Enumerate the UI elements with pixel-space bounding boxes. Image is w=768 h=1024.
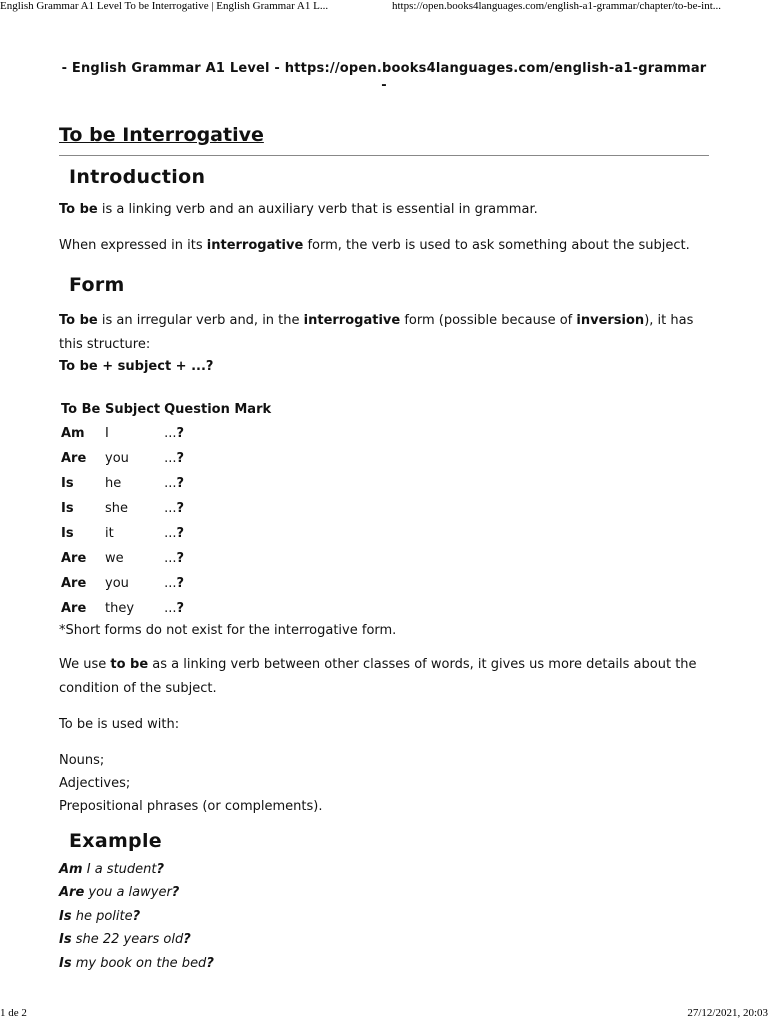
example-verb: Are <box>59 885 85 901</box>
table-header-row <box>59 397 273 421</box>
subject-cell: they <box>105 601 135 616</box>
verb-cell: Am <box>61 426 85 441</box>
column-header-question-mark: Question Mark <box>164 401 272 417</box>
question-mark: ? <box>132 908 141 924</box>
book-banner <box>59 60 709 94</box>
page-title: To be Interrogative <box>59 124 264 146</box>
paragraph-text: We use <box>59 657 111 672</box>
book-banner-dash: - <box>381 78 387 93</box>
example-sentence <box>59 928 709 951</box>
verb-cell: Are <box>61 601 87 616</box>
example-sentence <box>59 858 709 881</box>
section-heading-example: Example <box>69 830 162 852</box>
question-mark-cell <box>162 596 273 621</box>
paragraph-text: When expressed in its <box>59 238 207 253</box>
paragraph-text: is a linking verb and an auxiliary verb that is essential in grammar. <box>97 202 538 217</box>
intro-paragraph-1 <box>59 198 709 222</box>
verb-cell: Is <box>61 501 74 516</box>
list-item: Nouns; <box>59 753 105 768</box>
ellipsis: ... <box>164 551 177 566</box>
verb-cell: Is <box>61 526 74 541</box>
subject-cell: he <box>105 476 122 491</box>
paragraph-text: is an irregular verb and, in the <box>97 313 304 328</box>
bold-term: to be <box>110 657 149 672</box>
question-mark: ? <box>176 526 185 541</box>
form-paragraph-2 <box>59 653 709 701</box>
question-mark: ? <box>176 451 185 466</box>
bold-term: To be <box>59 202 98 217</box>
paragraph-text: as a linking verb between other classes of words, it gives us more details about the condition of the subject. <box>59 657 697 696</box>
structure-formula: To be + subject + ...? <box>59 359 214 374</box>
question-mark-cell <box>162 446 273 471</box>
subject-cell: you <box>105 576 129 591</box>
paragraph-text: ), it has this structure: <box>59 313 694 352</box>
verb-cell: Are <box>61 451 87 466</box>
example-text: you a lawyer <box>84 885 172 901</box>
example-text: my book on the bed <box>71 955 207 971</box>
question-mark: ? <box>206 955 214 971</box>
example-sentence <box>59 905 709 928</box>
list-item: Adjectives; <box>59 776 131 791</box>
ellipsis: ... <box>164 501 177 516</box>
print-header-url: https://open.books4languages.com/english-a1-grammar/chapter/to-be-int... <box>392 0 721 12</box>
list-item: Prepositional phrases (or complements). <box>59 799 323 814</box>
subject-cell: she <box>105 501 129 516</box>
bold-term: inversion <box>576 313 645 328</box>
table-row <box>59 421 273 446</box>
question-mark-cell <box>162 496 273 521</box>
subject-cell: we <box>105 551 124 566</box>
print-datetime: 27/12/2021, 20:03 <box>687 1007 768 1019</box>
question-mark-cell <box>162 571 273 596</box>
conjugation-table <box>59 397 273 621</box>
paragraph-text: form (possible because of <box>400 313 577 328</box>
table-row <box>59 571 273 596</box>
print-footer <box>0 1007 768 1023</box>
table-row <box>59 471 273 496</box>
question-mark: ? <box>176 476 185 491</box>
question-mark-cell <box>162 546 273 571</box>
page-content <box>59 60 709 975</box>
short-forms-note: *Short forms do not exist for the interrogative form. <box>59 623 397 638</box>
verb-cell: Is <box>61 476 74 491</box>
question-mark: ? <box>176 551 185 566</box>
question-mark-cell <box>162 421 273 446</box>
ellipsis: ... <box>164 451 177 466</box>
example-text: he polite <box>71 908 133 924</box>
question-mark: ? <box>176 426 185 441</box>
question-mark: ? <box>176 501 185 516</box>
table-row <box>59 596 273 621</box>
form-paragraph-1 <box>59 309 709 357</box>
ellipsis: ... <box>164 476 177 491</box>
print-header <box>0 0 768 16</box>
example-verb: Am <box>59 862 83 877</box>
column-header-subject: Subject <box>105 401 161 417</box>
section-heading-introduction: Introduction <box>69 166 206 188</box>
question-mark-cell <box>162 471 273 496</box>
subject-cell: I <box>105 426 109 441</box>
bold-term: To be <box>59 313 98 328</box>
question-mark: ? <box>183 932 191 948</box>
example-sentence <box>59 881 709 904</box>
verb-cell: Are <box>61 576 87 591</box>
subject-cell: it <box>105 526 114 541</box>
example-verb: Is <box>59 955 72 971</box>
book-banner-line: - English Grammar A1 Level - https://open.books4languages.com/english-a1-grammar <box>61 61 707 76</box>
verb-cell: Are <box>61 551 87 566</box>
print-header-title: English Grammar A1 Level To be Interrogative | English Grammar A1 L... <box>0 0 329 12</box>
table-row <box>59 521 273 546</box>
ellipsis: ... <box>164 426 177 441</box>
example-text: I a student <box>82 862 157 877</box>
page-number: 1 de 2 <box>0 1007 27 1019</box>
ellipsis: ... <box>164 576 177 591</box>
paragraph-text: form, the verb is used to ask something about the subject. <box>303 238 690 253</box>
bold-term: interrogative <box>206 238 304 253</box>
ellipsis: ... <box>164 601 177 616</box>
examples-list <box>59 858 709 975</box>
column-header-to-be: To Be <box>61 401 101 417</box>
table-row <box>59 496 273 521</box>
section-heading-form: Form <box>69 274 125 296</box>
question-mark: ? <box>176 601 185 616</box>
example-text: she 22 years old <box>71 932 184 948</box>
bold-term: interrogative <box>303 313 401 328</box>
question-mark-cell <box>162 521 273 546</box>
uses-list <box>59 749 709 818</box>
intro-paragraph-2 <box>59 234 709 258</box>
question-mark: ? <box>156 862 165 877</box>
table-row <box>59 446 273 471</box>
ellipsis: ... <box>164 526 177 541</box>
example-verb: Is <box>59 908 72 924</box>
example-verb: Is <box>59 932 72 948</box>
question-mark: ? <box>176 576 185 591</box>
form-paragraph-3: To be is used with: <box>59 717 180 732</box>
title-divider <box>59 155 709 156</box>
subject-cell: you <box>105 451 129 466</box>
example-sentence <box>59 952 709 975</box>
question-mark: ? <box>171 885 180 901</box>
table-row <box>59 546 273 571</box>
